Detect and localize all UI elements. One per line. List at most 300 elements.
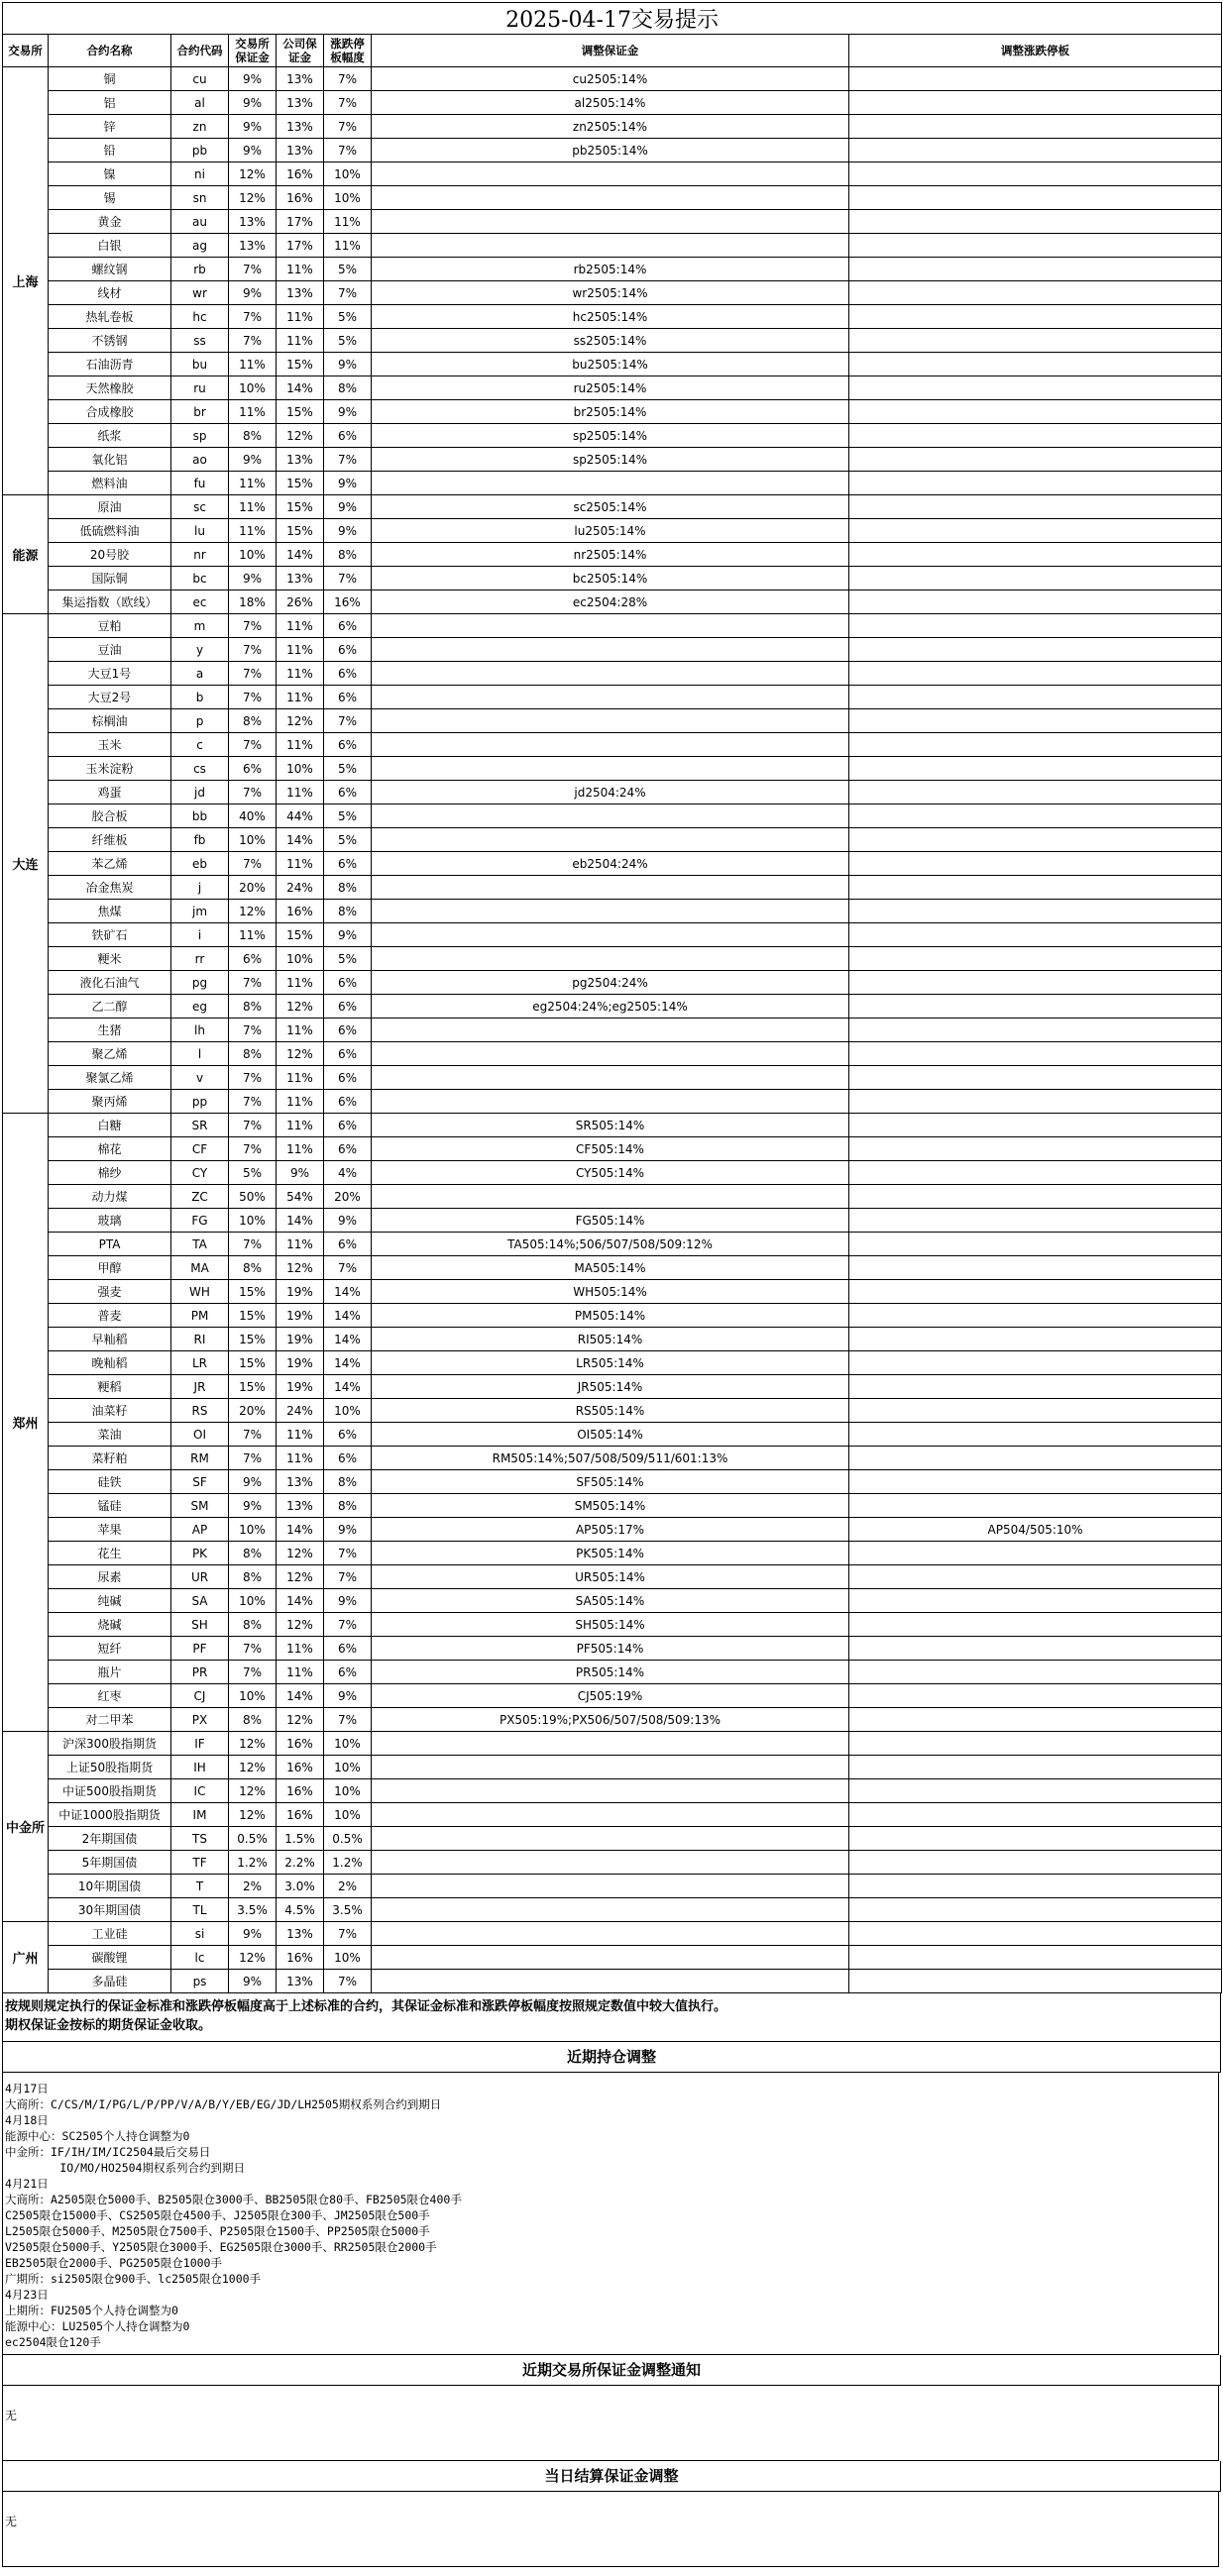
price-limit-cell: 7% — [324, 281, 372, 305]
company-margin-cell: 13% — [277, 139, 324, 162]
exchange-margin-cell: 7% — [229, 1233, 277, 1256]
exchange-margin-cell: 9% — [229, 67, 277, 91]
position-line: ec2504限仓120手 — [5, 2335, 101, 2349]
contract-code-cell: v — [171, 1066, 229, 1090]
adjusted-limit-cell — [849, 400, 1222, 424]
contract-code-cell: ni — [171, 162, 229, 186]
company-margin-cell: 54% — [277, 1185, 324, 1209]
adjusted-limit-cell — [849, 543, 1222, 567]
contract-name-cell: 碳酸锂 — [49, 1946, 171, 1970]
position-line: 4月17日 — [5, 2082, 49, 2095]
adjusted-limit-cell — [849, 1661, 1222, 1684]
exchange-cell: 大连 — [3, 614, 49, 1114]
contract-code-cell: al — [171, 91, 229, 115]
contract-code-cell: m — [171, 614, 229, 638]
table-row — [3, 1970, 1222, 1993]
table-row — [3, 709, 1222, 733]
contract-code-cell: j — [171, 876, 229, 900]
exchange-margin-cell: 12% — [229, 1946, 277, 1970]
contract-name-cell: 大豆2号 — [49, 686, 171, 709]
contract-name-cell: 沪深300股指期货 — [49, 1732, 171, 1756]
company-margin-cell: 11% — [277, 781, 324, 805]
adjusted-limit-cell — [849, 1042, 1222, 1066]
header-row — [3, 35, 1222, 67]
header-adjusted-limit: 调整涨跌停板 — [849, 35, 1222, 67]
adjusted-limit-cell — [849, 305, 1222, 329]
price-limit-cell: 4% — [324, 1161, 372, 1185]
table-row — [3, 353, 1222, 376]
contract-code-cell: jm — [171, 900, 229, 923]
exchange-margin-cell: 9% — [229, 91, 277, 115]
price-limit-cell: 6% — [324, 638, 372, 662]
adjusted-limit-cell — [849, 472, 1222, 495]
contract-name-cell: 铅 — [49, 139, 171, 162]
adjusted-margin-cell — [372, 162, 849, 186]
adjusted-limit-cell — [849, 590, 1222, 614]
adjusted-limit-cell — [849, 828, 1222, 852]
company-margin-cell: 14% — [277, 376, 324, 400]
company-margin-cell: 15% — [277, 353, 324, 376]
contract-code-cell: CY — [171, 1161, 229, 1185]
contract-name-cell: 国际铜 — [49, 567, 171, 590]
exchange-margin-cell: 3.5% — [229, 1898, 277, 1922]
company-margin-cell: 16% — [277, 1779, 324, 1803]
contract-name-cell: 工业硅 — [49, 1922, 171, 1946]
adjusted-limit-cell — [849, 519, 1222, 543]
adjusted-limit-cell — [849, 638, 1222, 662]
adjusted-margin-cell: SF505:14% — [372, 1470, 849, 1494]
exchange-margin-cell: 7% — [229, 614, 277, 638]
contract-name-cell: 镍 — [49, 162, 171, 186]
contract-code-cell: a — [171, 662, 229, 686]
adjusted-margin-cell: bu2505:14% — [372, 353, 849, 376]
contract-name-cell: 铜 — [49, 67, 171, 91]
table-row — [3, 1351, 1222, 1375]
company-margin-cell: 11% — [277, 258, 324, 281]
adjusted-limit-cell — [849, 186, 1222, 210]
company-margin-cell: 15% — [277, 519, 324, 543]
price-limit-cell: 7% — [324, 1613, 372, 1637]
contract-code-cell: TL — [171, 1898, 229, 1922]
company-margin-cell: 11% — [277, 1423, 324, 1447]
adjusted-margin-cell: PK505:14% — [372, 1542, 849, 1565]
adjusted-limit-cell — [849, 1851, 1222, 1875]
contract-code-cell: AP — [171, 1518, 229, 1542]
table-row — [3, 733, 1222, 757]
adjusted-limit-cell — [849, 1161, 1222, 1185]
company-margin-cell: 14% — [277, 828, 324, 852]
adjusted-margin-cell — [372, 1732, 849, 1756]
adjusted-margin-cell: CY505:14% — [372, 1161, 849, 1185]
adjusted-margin-cell: PX505:19%;PX506/507/508/509:13% — [372, 1708, 849, 1732]
price-limit-cell: 14% — [324, 1280, 372, 1304]
table-row — [3, 995, 1222, 1019]
adjusted-limit-cell — [849, 353, 1222, 376]
table-row — [3, 1447, 1222, 1470]
exchange-margin-cell: 20% — [229, 876, 277, 900]
settlement-body: 无 — [2, 2492, 1219, 2567]
contract-code-cell: WH — [171, 1280, 229, 1304]
contract-name-cell: 2年期国债 — [49, 1827, 171, 1851]
table-row — [3, 1708, 1222, 1732]
price-limit-cell: 7% — [324, 115, 372, 139]
table-row — [3, 1233, 1222, 1256]
adjusted-margin-cell — [372, 1185, 849, 1209]
contract-code-cell: fu — [171, 472, 229, 495]
contract-name-cell: 乙二醇 — [49, 995, 171, 1019]
adjusted-margin-cell — [372, 1922, 849, 1946]
adjusted-margin-cell — [372, 1756, 849, 1779]
price-limit-cell: 9% — [324, 400, 372, 424]
contract-name-cell: 棉纱 — [49, 1161, 171, 1185]
contract-name-cell: 强麦 — [49, 1280, 171, 1304]
company-margin-cell: 12% — [277, 1613, 324, 1637]
adjusted-limit-cell — [849, 210, 1222, 234]
contract-name-cell: 锰硅 — [49, 1494, 171, 1518]
exchange-cell: 上海 — [3, 67, 49, 495]
contract-code-cell: y — [171, 638, 229, 662]
adjusted-margin-cell: sp2505:14% — [372, 424, 849, 448]
contract-code-cell: FG — [171, 1209, 229, 1233]
price-limit-cell: 6% — [324, 1447, 372, 1470]
exchange-margin-cell: 12% — [229, 162, 277, 186]
adjusted-limit-cell — [849, 1328, 1222, 1351]
price-limit-cell: 9% — [324, 519, 372, 543]
adjusted-limit-cell — [849, 923, 1222, 947]
price-limit-cell: 6% — [324, 614, 372, 638]
adjusted-margin-cell: RM505:14%;507/508/509/511/601:13% — [372, 1447, 849, 1470]
table-row — [3, 543, 1222, 567]
adjusted-margin-cell — [372, 1042, 849, 1066]
company-margin-cell: 11% — [277, 305, 324, 329]
adjusted-margin-cell: MA505:14% — [372, 1256, 849, 1280]
price-limit-cell: 14% — [324, 1328, 372, 1351]
exchange-margin-cell: 11% — [229, 519, 277, 543]
adjusted-limit-cell — [849, 1280, 1222, 1304]
position-line: C2505限仓15000手、CS2505限仓4500手、J2505限仓300手、JM2505限仓500手 — [5, 2208, 430, 2222]
contract-name-cell: 聚丙烯 — [49, 1090, 171, 1114]
adjusted-margin-cell — [372, 1803, 849, 1827]
contract-code-cell: lc — [171, 1946, 229, 1970]
adjusted-limit-cell — [849, 1708, 1222, 1732]
exchange-margin-cell: 15% — [229, 1328, 277, 1351]
price-limit-cell: 11% — [324, 210, 372, 234]
adjusted-margin-cell: wr2505:14% — [372, 281, 849, 305]
price-limit-cell: 9% — [324, 472, 372, 495]
position-line: 能源中心：SC2505个人持仓调整为0 — [5, 2129, 190, 2143]
exchange-margin-cell: 8% — [229, 995, 277, 1019]
company-margin-cell: 1.5% — [277, 1827, 324, 1851]
contract-name-cell: 对二甲苯 — [49, 1708, 171, 1732]
table-row — [3, 1732, 1222, 1756]
company-margin-cell: 26% — [277, 590, 324, 614]
exchange-margin-cell: 20% — [229, 1399, 277, 1423]
contract-name-cell: 油菜籽 — [49, 1399, 171, 1423]
exchange-margin-cell: 10% — [229, 828, 277, 852]
exchange-margin-cell: 12% — [229, 1779, 277, 1803]
table-row — [3, 1565, 1222, 1589]
table-row — [3, 971, 1222, 995]
company-margin-cell: 17% — [277, 210, 324, 234]
adjusted-limit-cell — [849, 1375, 1222, 1399]
adjusted-limit-cell — [849, 91, 1222, 115]
position-line: 4月23日 — [5, 2288, 49, 2302]
adjusted-margin-cell: sp2505:14% — [372, 448, 849, 472]
price-limit-cell: 10% — [324, 1732, 372, 1756]
exchange-margin-cell: 10% — [229, 1589, 277, 1613]
contract-code-cell: PX — [171, 1708, 229, 1732]
price-limit-cell: 8% — [324, 900, 372, 923]
position-line: L2505限仓5000手、M2505限仓7500手、P2505限仓1500手、PP2505限仓5000手 — [5, 2224, 430, 2238]
company-margin-cell: 13% — [277, 67, 324, 91]
price-limit-cell: 5% — [324, 947, 372, 971]
adjusted-margin-cell: WH505:14% — [372, 1280, 849, 1304]
adjusted-margin-cell: RS505:14% — [372, 1399, 849, 1423]
adjusted-margin-cell — [372, 900, 849, 923]
adjusted-limit-cell — [849, 1066, 1222, 1090]
exchange-margin-cell: 1.2% — [229, 1851, 277, 1875]
adjusted-limit-cell — [849, 1827, 1222, 1851]
company-margin-cell: 19% — [277, 1280, 324, 1304]
adjusted-limit-cell — [849, 1447, 1222, 1470]
table-row — [3, 1851, 1222, 1875]
exchange-margin-cell: 50% — [229, 1185, 277, 1209]
exchange-margin-cell: 7% — [229, 1137, 277, 1161]
company-margin-cell: 10% — [277, 947, 324, 971]
adjusted-limit-cell — [849, 448, 1222, 472]
price-limit-cell: 6% — [324, 781, 372, 805]
company-margin-cell: 12% — [277, 1042, 324, 1066]
contract-name-cell: 苹果 — [49, 1518, 171, 1542]
adjusted-margin-cell: al2505:14% — [372, 91, 849, 115]
exchange-margin-cell: 11% — [229, 400, 277, 424]
table-row — [3, 186, 1222, 210]
adjusted-limit-cell — [849, 1589, 1222, 1613]
company-margin-cell: 4.5% — [277, 1898, 324, 1922]
contract-code-cell: fb — [171, 828, 229, 852]
adjusted-margin-cell — [372, 1946, 849, 1970]
table-row — [3, 1803, 1222, 1827]
table-row — [3, 686, 1222, 709]
adjusted-limit-cell — [849, 1494, 1222, 1518]
contract-name-cell: 锌 — [49, 115, 171, 139]
position-section-body — [2, 2073, 1219, 2355]
contract-name-cell: 白糖 — [49, 1114, 171, 1137]
price-limit-cell: 6% — [324, 1637, 372, 1661]
contract-name-cell: 胶合板 — [49, 805, 171, 828]
price-limit-cell: 6% — [324, 971, 372, 995]
company-margin-cell: 14% — [277, 1684, 324, 1708]
exchange-margin-cell: 7% — [229, 329, 277, 353]
adjusted-limit-cell — [849, 1970, 1222, 1993]
contract-name-cell: 纯碱 — [49, 1589, 171, 1613]
table-row — [3, 472, 1222, 495]
contract-code-cell: zn — [171, 115, 229, 139]
exchange-margin-cell: 7% — [229, 1637, 277, 1661]
price-limit-cell: 5% — [324, 805, 372, 828]
table-row — [3, 1114, 1222, 1137]
contract-name-cell: 鸡蛋 — [49, 781, 171, 805]
adjusted-margin-cell: RI505:14% — [372, 1328, 849, 1351]
adjusted-limit-cell — [849, 1233, 1222, 1256]
price-limit-cell: 10% — [324, 186, 372, 210]
contract-name-cell: 红枣 — [49, 1684, 171, 1708]
adjusted-limit-cell — [849, 947, 1222, 971]
exchange-margin-cell: 9% — [229, 1470, 277, 1494]
contract-code-cell: si — [171, 1922, 229, 1946]
adjusted-margin-cell: bc2505:14% — [372, 567, 849, 590]
contract-code-cell: rr — [171, 947, 229, 971]
contract-code-cell: PR — [171, 1661, 229, 1684]
table-row — [3, 258, 1222, 281]
adjusted-limit-cell — [849, 971, 1222, 995]
adjusted-margin-cell — [372, 1779, 849, 1803]
adjusted-margin-cell: AP505:17% — [372, 1518, 849, 1542]
contract-code-cell: ec — [171, 590, 229, 614]
exchange-margin-cell: 7% — [229, 1090, 277, 1114]
adjusted-limit-cell — [849, 876, 1222, 900]
adjusted-limit-cell — [849, 1898, 1222, 1922]
contract-code-cell: RM — [171, 1447, 229, 1470]
company-margin-cell: 11% — [277, 638, 324, 662]
price-limit-cell: 6% — [324, 1019, 372, 1042]
table-row — [3, 1898, 1222, 1922]
table-row — [3, 1375, 1222, 1399]
company-margin-cell: 11% — [277, 852, 324, 876]
contract-code-cell: MA — [171, 1256, 229, 1280]
contract-name-cell: 冶金焦炭 — [49, 876, 171, 900]
company-margin-cell: 24% — [277, 1399, 324, 1423]
contract-code-cell: au — [171, 210, 229, 234]
adjusted-limit-cell — [849, 1470, 1222, 1494]
adjusted-limit-cell — [849, 67, 1222, 91]
table-row — [3, 1589, 1222, 1613]
price-limit-cell: 6% — [324, 852, 372, 876]
company-margin-cell: 16% — [277, 1756, 324, 1779]
exchange-cell: 郑州 — [3, 1114, 49, 1732]
company-margin-cell: 16% — [277, 1732, 324, 1756]
page-title: 2025-04-17交易提示 — [3, 3, 1222, 35]
adjusted-limit-cell — [849, 1185, 1222, 1209]
price-limit-cell: 11% — [324, 234, 372, 258]
company-margin-cell: 12% — [277, 1565, 324, 1589]
adjusted-margin-cell — [372, 1019, 849, 1042]
adjusted-margin-cell: CJ505:19% — [372, 1684, 849, 1708]
exchange-margin-cell: 15% — [229, 1375, 277, 1399]
exchange-margin-cell: 7% — [229, 1661, 277, 1684]
price-limit-cell: 8% — [324, 1470, 372, 1494]
price-limit-cell: 9% — [324, 1589, 372, 1613]
contract-code-cell: RS — [171, 1399, 229, 1423]
adjusted-limit-cell — [849, 1637, 1222, 1661]
contract-name-cell: 瓶片 — [49, 1661, 171, 1684]
table-row — [3, 1423, 1222, 1447]
company-margin-cell: 13% — [277, 567, 324, 590]
price-limit-cell: 6% — [324, 1114, 372, 1137]
contract-code-cell: c — [171, 733, 229, 757]
contract-code-cell: ag — [171, 234, 229, 258]
contract-code-cell: SH — [171, 1613, 229, 1637]
contract-name-cell: 短纤 — [49, 1637, 171, 1661]
adjusted-margin-cell: PF505:14% — [372, 1637, 849, 1661]
note-line: 期权保证金按标的期货保证金收取。 — [5, 2018, 212, 2033]
contract-name-cell: 中证1000股指期货 — [49, 1803, 171, 1827]
contract-code-cell: pg — [171, 971, 229, 995]
exchange-margin-cell: 7% — [229, 258, 277, 281]
position-line: 大商所：C/CS/M/I/PG/L/P/PP/V/A/B/Y/EB/EG/JD/LH2505期权系列合约到期日 — [5, 2097, 442, 2111]
exchange-margin-cell: 6% — [229, 947, 277, 971]
company-margin-cell: 13% — [277, 1922, 324, 1946]
header-contract-code: 合约代码 — [171, 35, 229, 67]
price-limit-cell: 9% — [324, 1684, 372, 1708]
adjusted-margin-cell: pg2504:24% — [372, 971, 849, 995]
price-limit-cell: 5% — [324, 305, 372, 329]
contract-code-cell: cs — [171, 757, 229, 781]
exchange-margin-cell: 11% — [229, 923, 277, 947]
adjusted-limit-cell — [849, 1399, 1222, 1423]
company-margin-cell: 12% — [277, 1542, 324, 1565]
adjusted-limit-cell — [849, 424, 1222, 448]
adjusted-margin-cell — [372, 1090, 849, 1114]
company-margin-cell: 12% — [277, 709, 324, 733]
table-row — [3, 305, 1222, 329]
contract-name-cell: 纸浆 — [49, 424, 171, 448]
exchange-margin-cell: 12% — [229, 186, 277, 210]
contract-name-cell: 粳稻 — [49, 1375, 171, 1399]
exchange-margin-cell: 15% — [229, 1351, 277, 1375]
company-margin-cell: 14% — [277, 1518, 324, 1542]
contract-code-cell: IH — [171, 1756, 229, 1779]
adjusted-limit-cell — [849, 662, 1222, 686]
contract-name-cell: PTA — [49, 1233, 171, 1256]
price-limit-cell: 7% — [324, 1542, 372, 1565]
adjusted-margin-cell: lu2505:14% — [372, 519, 849, 543]
company-margin-cell: 11% — [277, 1114, 324, 1137]
contract-code-cell: UR — [171, 1565, 229, 1589]
contract-code-cell: ps — [171, 1970, 229, 1993]
contract-name-cell: 铝 — [49, 91, 171, 115]
company-margin-cell: 13% — [277, 281, 324, 305]
table-row — [3, 638, 1222, 662]
contract-name-cell: 甲醇 — [49, 1256, 171, 1280]
contract-code-cell: JR — [171, 1375, 229, 1399]
contract-name-cell: 合成橡胶 — [49, 400, 171, 424]
contract-code-cell: SM — [171, 1494, 229, 1518]
adjusted-limit-cell — [849, 1114, 1222, 1137]
adjusted-limit-cell — [849, 1542, 1222, 1565]
contract-name-cell: 30年期国债 — [49, 1898, 171, 1922]
contract-code-cell: pp — [171, 1090, 229, 1114]
price-limit-cell: 8% — [324, 543, 372, 567]
exchange-margin-cell: 7% — [229, 1114, 277, 1137]
position-line: 4月18日 — [5, 2113, 49, 2127]
contract-name-cell: 普麦 — [49, 1304, 171, 1328]
contract-name-cell: 聚乙烯 — [49, 1042, 171, 1066]
contract-code-cell: SF — [171, 1470, 229, 1494]
contract-code-cell: nr — [171, 543, 229, 567]
price-limit-cell: 7% — [324, 1256, 372, 1280]
contract-code-cell: eg — [171, 995, 229, 1019]
exchange-margin-cell: 9% — [229, 448, 277, 472]
price-limit-cell: 14% — [324, 1375, 372, 1399]
company-margin-cell: 17% — [277, 234, 324, 258]
contract-name-cell: 豆油 — [49, 638, 171, 662]
company-margin-cell: 16% — [277, 162, 324, 186]
contract-code-cell: lh — [171, 1019, 229, 1042]
company-margin-cell: 19% — [277, 1328, 324, 1351]
contract-code-cell: p — [171, 709, 229, 733]
adjusted-margin-cell — [372, 947, 849, 971]
